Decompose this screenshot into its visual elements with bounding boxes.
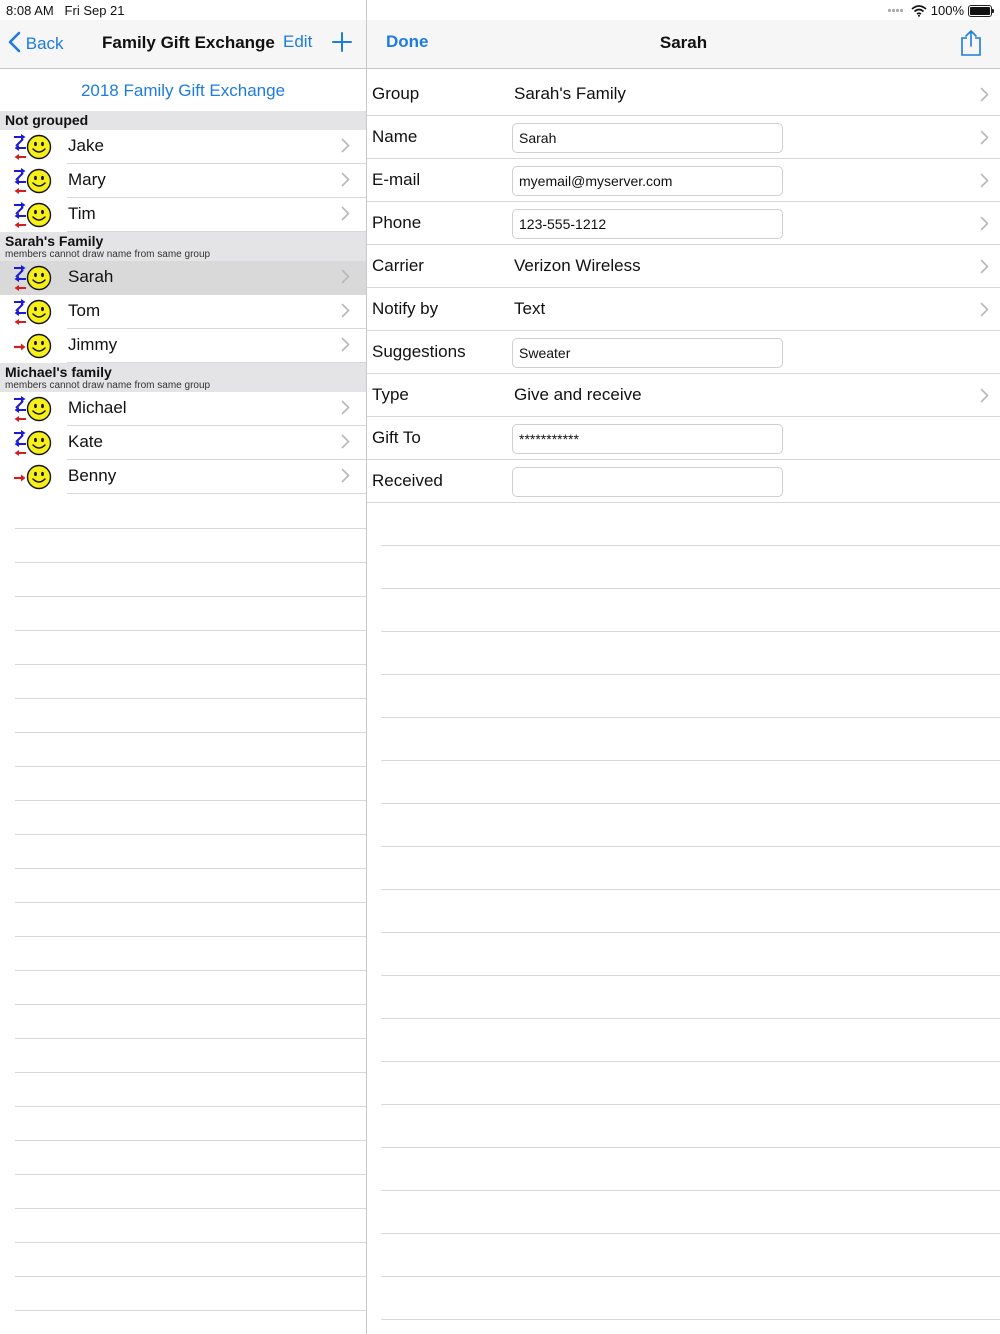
empty-row-separator (381, 932, 1000, 933)
empty-row-separator (381, 1147, 1000, 1148)
empty-row-separator (381, 846, 1000, 847)
empty-row-separator (15, 698, 366, 699)
field-label: Group (372, 84, 420, 103)
field-row-group[interactable] (367, 73, 1000, 116)
person-name: Kate (68, 432, 103, 451)
field-label: E-mail (372, 170, 421, 189)
field-row-suggestions (367, 331, 1000, 374)
empty-row-separator (15, 1072, 366, 1073)
field-row-name[interactable] (367, 116, 1000, 159)
master-navbar (0, 20, 366, 69)
empty-row-separator (15, 1106, 366, 1107)
section-title: Sarah's Family (5, 233, 104, 249)
empty-row-separator (15, 1174, 366, 1175)
empty-row-separator (15, 868, 366, 869)
detail-navbar (367, 20, 1000, 69)
empty-row-separator (15, 1038, 366, 1039)
empty-row-separator (15, 1242, 366, 1243)
field-row-carrier[interactable] (367, 245, 1000, 288)
empty-row-separator (15, 834, 366, 835)
exchange-arrows-icon (13, 394, 27, 424)
chevron-right-icon (980, 259, 989, 274)
field-row-received (367, 460, 1000, 503)
field-row-notify-by[interactable] (367, 288, 1000, 331)
chevron-right-icon (980, 388, 989, 403)
chevron-right-icon (980, 87, 989, 102)
empty-row-separator (15, 1276, 366, 1277)
person-row[interactable] (0, 392, 366, 426)
smiley-face-icon (26, 134, 52, 160)
smiley-face-icon (26, 299, 52, 325)
exchange-arrows-icon (13, 263, 27, 293)
empty-row-separator (15, 630, 366, 631)
field-label: Name (372, 127, 418, 146)
give-only-arrow-icon (13, 331, 27, 361)
empty-row-separator (15, 664, 366, 665)
add-button[interactable] (332, 32, 352, 57)
give-only-arrow-icon (13, 462, 27, 492)
row-separator (367, 502, 1000, 503)
person-row[interactable] (0, 198, 366, 232)
person-name: Tom (68, 301, 101, 320)
empty-row-separator (381, 889, 1000, 890)
person-row[interactable] (0, 460, 366, 494)
person-name: Jimmy (68, 335, 118, 354)
status-date: Fri Sep 21 (64, 3, 125, 18)
section-title: Michael's family (5, 364, 112, 380)
chevron-left-icon (8, 31, 21, 53)
empty-row-separator (381, 1319, 1000, 1320)
empty-row-separator (15, 800, 366, 801)
exchange-arrows-icon (13, 200, 27, 230)
smiley-face-icon (26, 265, 52, 291)
smiley-face-icon (26, 464, 52, 490)
empty-row-separator (15, 766, 366, 767)
empty-row-separator (15, 1310, 366, 1311)
empty-row-separator (15, 902, 366, 903)
empty-row-separator (381, 1018, 1000, 1019)
field-label: Suggestions (372, 342, 466, 361)
empty-row-separator (381, 1104, 1000, 1105)
chevron-right-icon (341, 269, 350, 284)
field-row-gift-to (367, 417, 1000, 460)
chevron-right-icon (341, 138, 350, 153)
field-label: Phone (372, 213, 422, 232)
person-row[interactable] (0, 130, 366, 164)
detail-title: Sarah (659, 33, 708, 52)
chevron-right-icon (341, 337, 350, 352)
chevron-right-icon (980, 173, 989, 188)
chevron-right-icon (341, 400, 350, 415)
person-row[interactable] (0, 164, 366, 198)
field-value: Sarah's Family (514, 84, 626, 103)
person-name: Benny (68, 466, 117, 485)
empty-row-separator (381, 1233, 1000, 1234)
person-row[interactable] (0, 295, 366, 329)
empty-row-separator (15, 1140, 366, 1141)
empty-row-separator (15, 596, 366, 597)
empty-row-separator (15, 732, 366, 733)
chevron-right-icon (341, 468, 350, 483)
exchange-arrows-icon (13, 428, 27, 458)
field-input[interactable] (512, 123, 783, 153)
section-subtitle: members cannot draw name from same group (5, 380, 211, 391)
section-header (0, 363, 366, 392)
field-value: Give and receive (514, 385, 642, 404)
person-name: Tim (68, 204, 96, 223)
field-row-type[interactable] (367, 374, 1000, 417)
chevron-right-icon (341, 172, 350, 187)
cellular-signal-icon (888, 9, 903, 12)
row-separator (67, 493, 366, 494)
empty-row-separator (381, 631, 1000, 632)
empty-row-separator (15, 1004, 366, 1005)
back-label: Back (25, 34, 64, 53)
share-button[interactable] (960, 29, 982, 62)
field-label: Type (372, 385, 409, 404)
plus-icon (332, 32, 352, 52)
empty-row-separator (381, 1190, 1000, 1191)
empty-row-separator (381, 545, 1000, 546)
master-pane (0, 0, 366, 1334)
empty-row-separator (381, 717, 1000, 718)
smiley-face-icon (26, 430, 52, 456)
share-icon (960, 29, 982, 57)
smiley-face-icon (26, 202, 52, 228)
person-name: Jake (68, 136, 104, 155)
field-row-e-mail[interactable] (367, 159, 1000, 202)
smiley-face-icon (26, 396, 52, 422)
field-input[interactable] (512, 424, 783, 454)
empty-row-separator (381, 1276, 1000, 1277)
field-label: Notify by (372, 299, 439, 318)
empty-row-separator (381, 975, 1000, 976)
master-title: Family Gift Exchange (102, 33, 275, 52)
empty-row-separator (15, 1208, 366, 1209)
exchange-arrows-icon (13, 166, 27, 196)
chevron-right-icon (980, 302, 989, 317)
field-value: Verizon Wireless (514, 256, 641, 275)
chevron-right-icon (980, 130, 989, 145)
person-name: Sarah (68, 267, 114, 286)
smiley-face-icon (26, 333, 52, 359)
person-name: Michael (68, 398, 127, 417)
empty-row-separator (381, 803, 1000, 804)
status-time: 8:08 AM (6, 3, 54, 18)
empty-row-separator (381, 674, 1000, 675)
empty-row-separator (381, 1061, 1000, 1062)
field-input[interactable] (512, 166, 783, 196)
field-input[interactable] (512, 467, 783, 497)
section-header (0, 111, 366, 130)
event-title-link[interactable]: 2018 Family Gift Exchange (80, 81, 286, 100)
person-row[interactable] (0, 426, 366, 460)
battery-icon (968, 5, 992, 17)
exchange-arrows-icon (13, 132, 27, 162)
chevron-right-icon (341, 434, 350, 449)
edit-button[interactable]: Edit (283, 32, 313, 51)
status-bar (0, 0, 1000, 20)
field-row-phone[interactable] (367, 202, 1000, 245)
section-subtitle: members cannot draw name from same group (5, 249, 211, 260)
field-label: Gift To (372, 428, 421, 447)
wifi-icon (911, 5, 927, 17)
empty-row-separator (381, 760, 1000, 761)
chevron-right-icon (980, 216, 989, 231)
person-row[interactable] (0, 329, 366, 363)
field-label: Carrier (372, 256, 424, 275)
exchange-arrows-icon (13, 297, 27, 327)
back-button[interactable] (8, 31, 64, 54)
empty-row-separator (15, 562, 366, 563)
person-row[interactable] (0, 261, 366, 295)
chevron-right-icon (341, 303, 350, 318)
field-input[interactable] (512, 338, 783, 368)
empty-row-separator (15, 528, 366, 529)
person-name: Mary (68, 170, 106, 189)
section-header (0, 232, 366, 261)
empty-row-separator (381, 588, 1000, 589)
field-value: Text (514, 299, 546, 318)
detail-pane (367, 0, 1000, 1334)
empty-row-separator (15, 936, 366, 937)
smiley-face-icon (26, 168, 52, 194)
field-input[interactable] (512, 209, 783, 239)
chevron-right-icon (341, 206, 350, 221)
battery-percent: 100% (930, 3, 964, 18)
section-title: Not grouped (5, 112, 89, 128)
done-button[interactable]: Done (386, 32, 429, 51)
field-label: Received (372, 471, 443, 490)
empty-row-separator (15, 970, 366, 971)
